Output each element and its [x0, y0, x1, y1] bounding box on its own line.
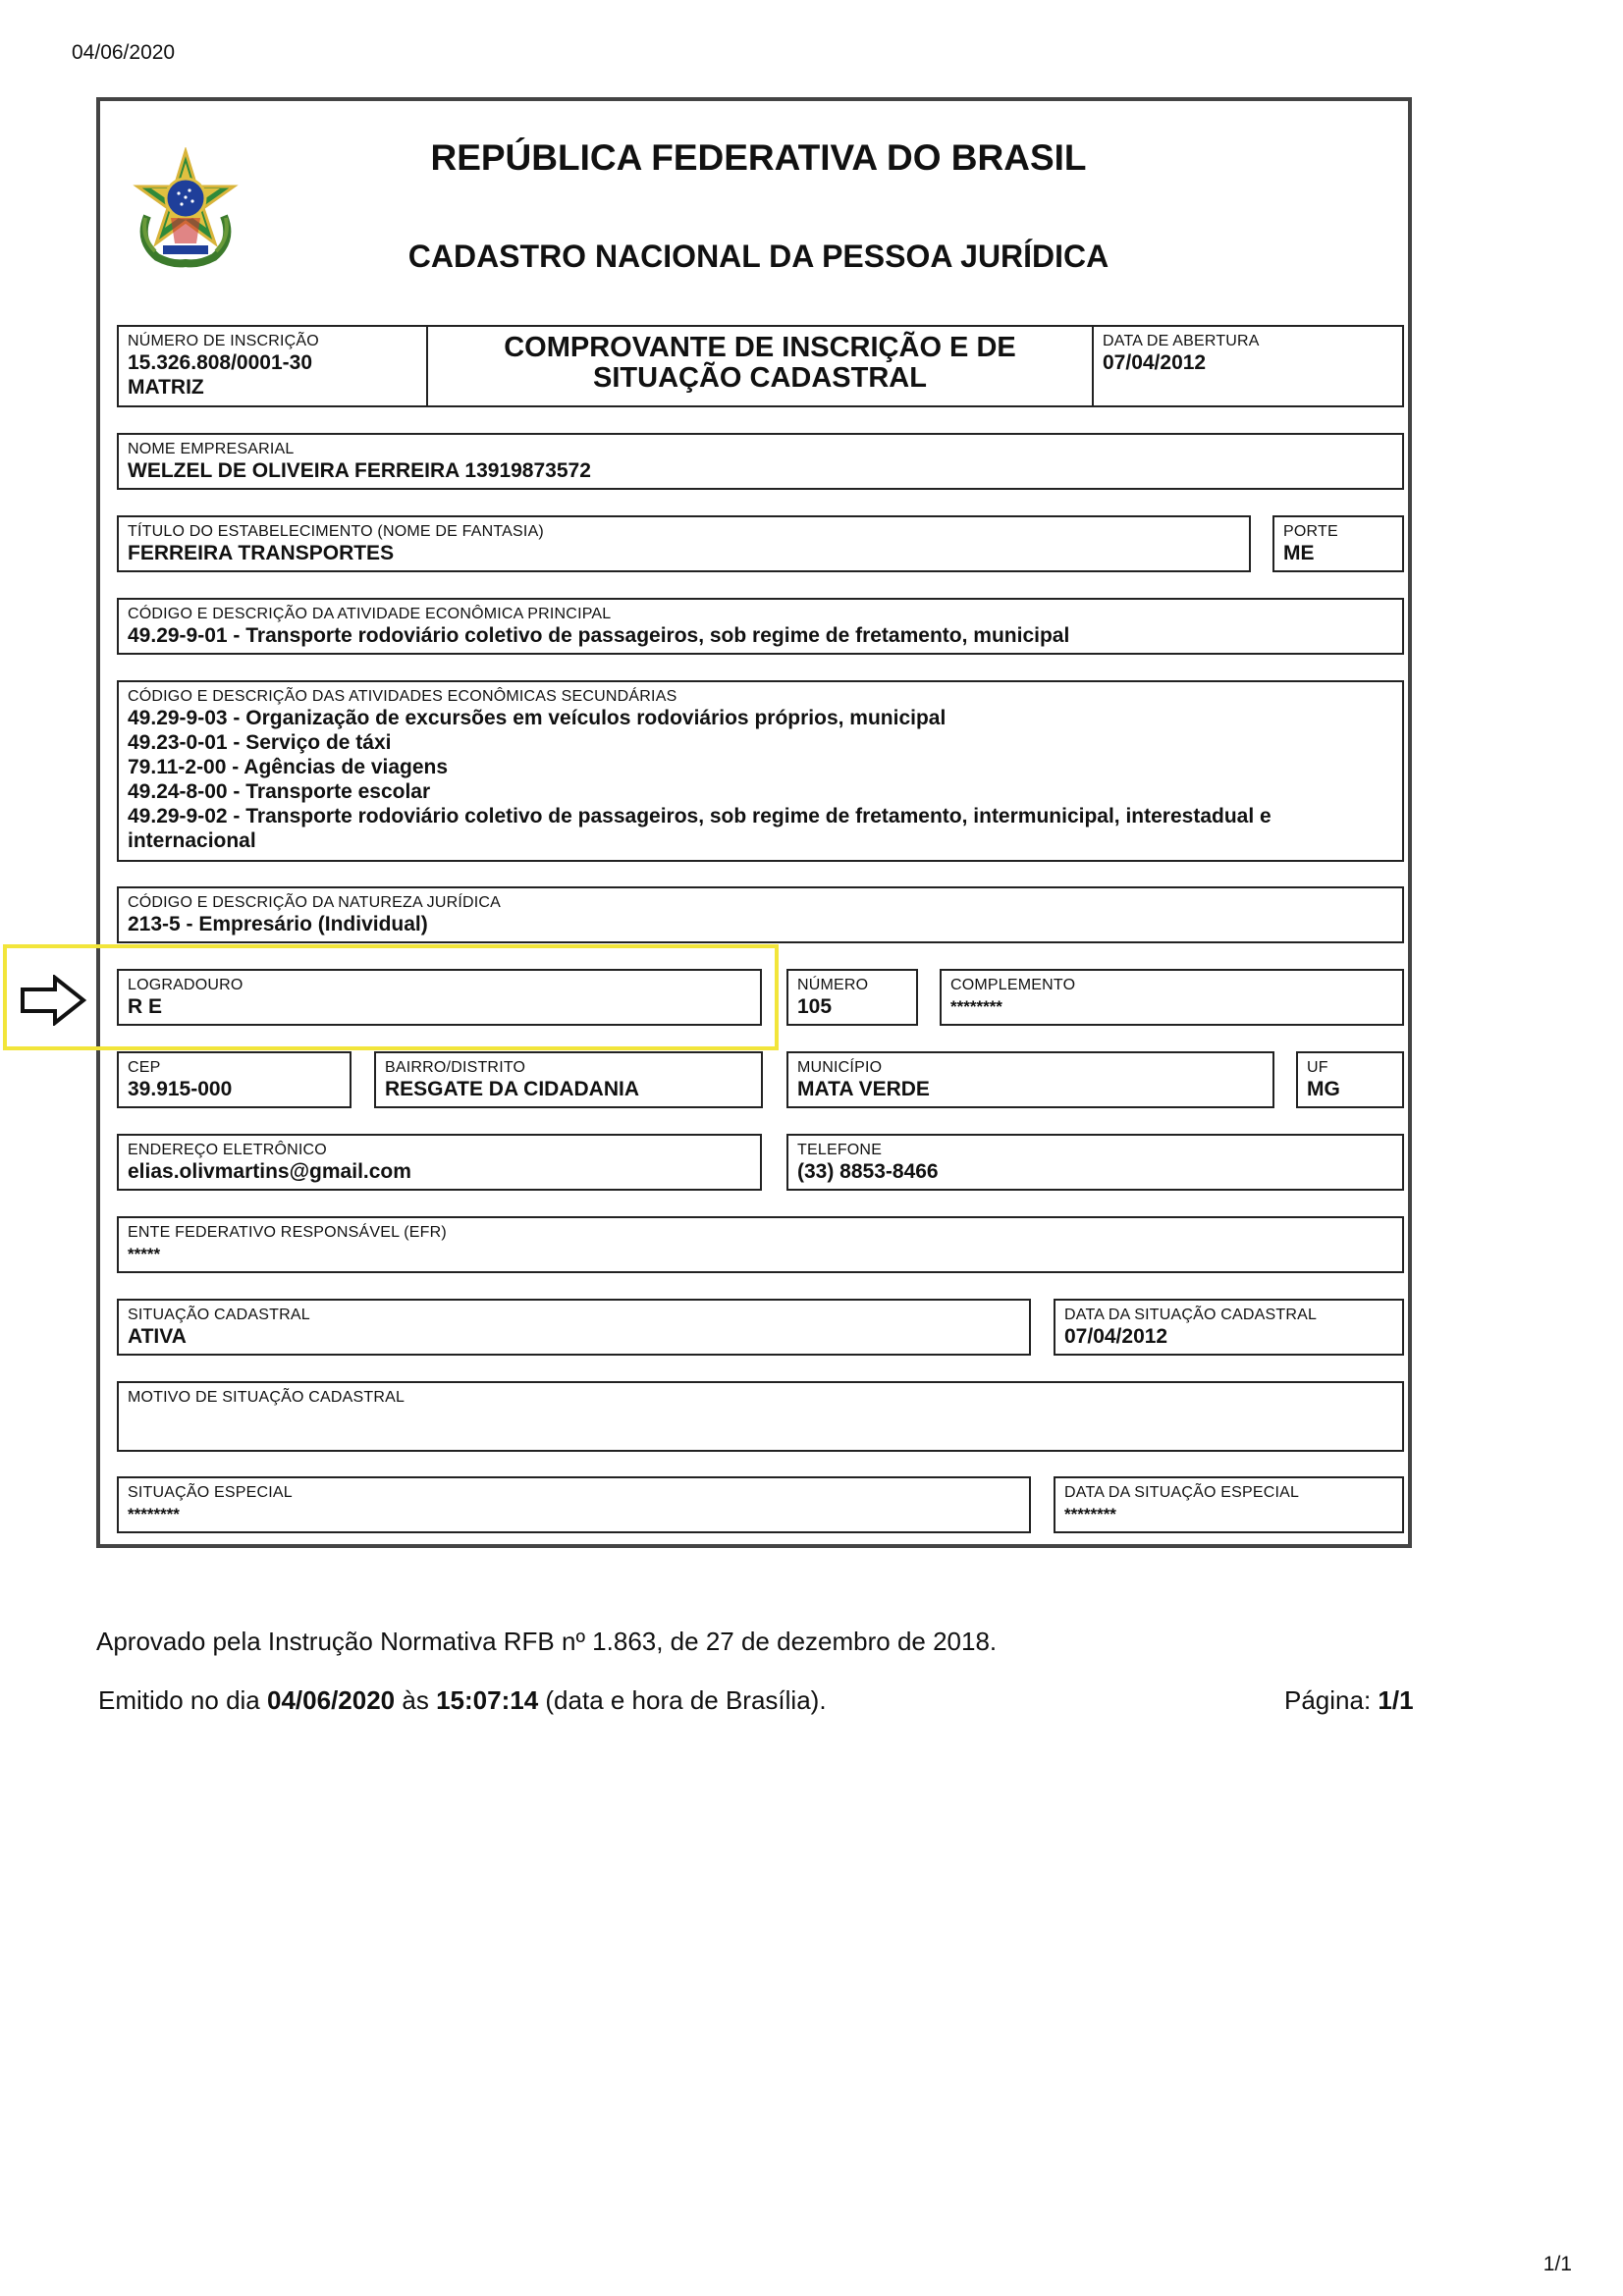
- nome-empresarial-box: [117, 433, 1404, 490]
- data-situacao-cadastral-value: 07/04/2012: [1064, 1325, 1168, 1348]
- field-label: COMPLEMENTO: [950, 977, 1076, 993]
- list-item: 79.11-2-00 - Agências de viagens: [128, 756, 449, 778]
- page-title: REPÚBLICA FEDERATIVA DO BRASIL: [430, 137, 1087, 178]
- motivo-situacao-box: [117, 1381, 1404, 1452]
- email-box: [117, 1134, 762, 1191]
- situacao-cadastral-box: [117, 1299, 1031, 1356]
- emission-mid: às: [402, 1685, 429, 1715]
- data-abertura-box: [1092, 325, 1404, 407]
- field-label: MOTIVO DE SITUAÇÃO CADASTRAL: [128, 1389, 406, 1406]
- page-label: Página:: [1284, 1685, 1372, 1715]
- field-label: DATA DA SITUAÇÃO CADASTRAL: [1064, 1307, 1318, 1323]
- data-abertura-value: 07/04/2012: [1103, 351, 1207, 374]
- highlight-box: [3, 944, 779, 1050]
- emission-date: 04/06/2020: [267, 1685, 396, 1715]
- arrow-right-icon: [20, 975, 86, 1026]
- efr-box: [117, 1216, 1404, 1273]
- data-situacao-especial-box: [1054, 1476, 1404, 1533]
- natureza-juridica-value: 213-5 - Empresário (Individual): [128, 913, 428, 935]
- data-situacao-especial-value: ********: [1064, 1505, 1116, 1523]
- data-situacao-cadastral-box: [1054, 1299, 1404, 1356]
- natureza-juridica-box: [117, 886, 1404, 943]
- field-label: CÓDIGO E DESCRIÇÃO DA ATIVIDADE ECONÔMICA PRINCIPAL: [128, 606, 612, 622]
- emission-info: [98, 1685, 827, 1716]
- field-label: NÚMERO: [797, 977, 869, 993]
- tipo-estabelecimento-value: MATRIZ: [128, 376, 204, 399]
- field-label: CÓDIGO E DESCRIÇÃO DA NATUREZA JURÍDICA: [128, 894, 501, 911]
- logradouro-value: R E: [128, 995, 163, 1018]
- field-label: PORTE: [1283, 523, 1338, 540]
- document-title: COMPROVANTE DE INSCRIÇÃO E DE SITUAÇÃO CADASTRAL: [426, 325, 1094, 407]
- cep-value: 39.915-000: [128, 1078, 233, 1100]
- list-item: internacional: [128, 829, 256, 852]
- emission-prefix: Emitido no dia: [98, 1685, 260, 1715]
- cep-box: [117, 1051, 352, 1108]
- municipio-box: [786, 1051, 1274, 1108]
- field-label: MUNICÍPIO: [797, 1059, 883, 1076]
- bairro-box: [374, 1051, 763, 1108]
- field-label: ENTE FEDERATIVO RESPONSÁVEL (EFR): [128, 1224, 447, 1241]
- atividade-principal-box: [117, 598, 1404, 655]
- field-label: CEP: [128, 1059, 161, 1076]
- field-label: DATA DA SITUAÇÃO ESPECIAL: [1064, 1484, 1300, 1501]
- atividades-secundarias-list: [128, 706, 1393, 853]
- numero-box: [786, 969, 918, 1026]
- field-label: SITUAÇÃO CADASTRAL: [128, 1307, 310, 1323]
- situacao-cadastral-value: ATIVA: [128, 1325, 187, 1348]
- field-label: TELEFONE: [797, 1142, 883, 1158]
- telefone-box: [786, 1134, 1404, 1191]
- numero-inscricao-box: [117, 325, 428, 407]
- field-label: NÚMERO DE INSCRIÇÃO: [128, 333, 319, 349]
- field-label: CÓDIGO E DESCRIÇÃO DAS ATIVIDADES ECONÔMICAS SECUNDÁRIAS: [128, 688, 677, 705]
- list-item: 49.24-8-00 - Transporte escolar: [128, 780, 431, 803]
- efr-value: *****: [128, 1245, 161, 1263]
- nome-empresarial-value: WELZEL DE OLIVEIRA FERREIRA 13919873572: [128, 459, 591, 482]
- field-label: UF: [1307, 1059, 1328, 1076]
- page-subtitle: CADASTRO NACIONAL DA PESSOA JURÍDICA: [407, 239, 1109, 274]
- field-label: NOME EMPRESARIAL: [128, 441, 295, 457]
- titulo-estabelecimento-box: [117, 515, 1251, 572]
- emission-suffix: (data e hora de Brasília).: [545, 1685, 827, 1715]
- complemento-value: ********: [950, 997, 1002, 1016]
- page-indicator: [1284, 1685, 1414, 1716]
- approval-note: Aprovado pela Instrução Normativa RFB nº 1.863, de 27 de dezembro de 2018.: [96, 1627, 998, 1656]
- porte-box: [1272, 515, 1404, 572]
- atividade-principal-value: 49.29-9-01 - Transporte rodoviário coletivo de passageiros, sob regime de fretamento, municipal: [128, 624, 1070, 647]
- field-label: SITUAÇÃO ESPECIAL: [128, 1484, 293, 1501]
- uf-value: MG: [1307, 1078, 1340, 1100]
- numero-inscricao-value: 15.326.808/0001-30: [128, 351, 313, 374]
- bairro-value: RESGATE DA CIDADANIA: [385, 1078, 640, 1100]
- telefone-value: (33) 8853-8466: [797, 1160, 939, 1183]
- situacao-especial-box: [117, 1476, 1031, 1533]
- field-label: DATA DE ABERTURA: [1103, 333, 1260, 349]
- page-value: 1/1: [1378, 1685, 1414, 1715]
- situacao-especial-value: ********: [128, 1505, 180, 1523]
- list-item: 49.29-9-02 - Transporte rodoviário coletivo de passageiros, sob regime de fretamento, intermunicipal, interestadual e: [128, 805, 1271, 828]
- field-label: LOGRADOURO: [128, 977, 243, 993]
- field-label: ENDEREÇO ELETRÔNICO: [128, 1142, 327, 1158]
- email-value: elias.olivmartins@gmail.com: [128, 1160, 411, 1183]
- porte-value: ME: [1283, 542, 1315, 564]
- list-item: 49.23-0-01 - Serviço de táxi: [128, 731, 392, 754]
- print-date: 04/06/2020: [72, 41, 176, 64]
- field-label: BAIRRO/DISTRITO: [385, 1059, 526, 1076]
- field-label: TÍTULO DO ESTABELECIMENTO (NOME DE FANTASIA): [128, 523, 544, 540]
- complemento-box: [940, 969, 1404, 1026]
- atividades-secundarias-box: [117, 680, 1404, 862]
- uf-box: [1296, 1051, 1404, 1108]
- list-item: 49.29-9-03 - Organização de excursões em veículos rodoviários próprios, municipal: [128, 707, 947, 729]
- page-count: 1/1: [1542, 2253, 1572, 2275]
- titulo-estabelecimento-value: FERREIRA TRANSPORTES: [128, 542, 395, 564]
- numero-value: 105: [797, 995, 833, 1018]
- emission-time: 15:07:14: [436, 1685, 539, 1715]
- municipio-value: MATA VERDE: [797, 1078, 930, 1100]
